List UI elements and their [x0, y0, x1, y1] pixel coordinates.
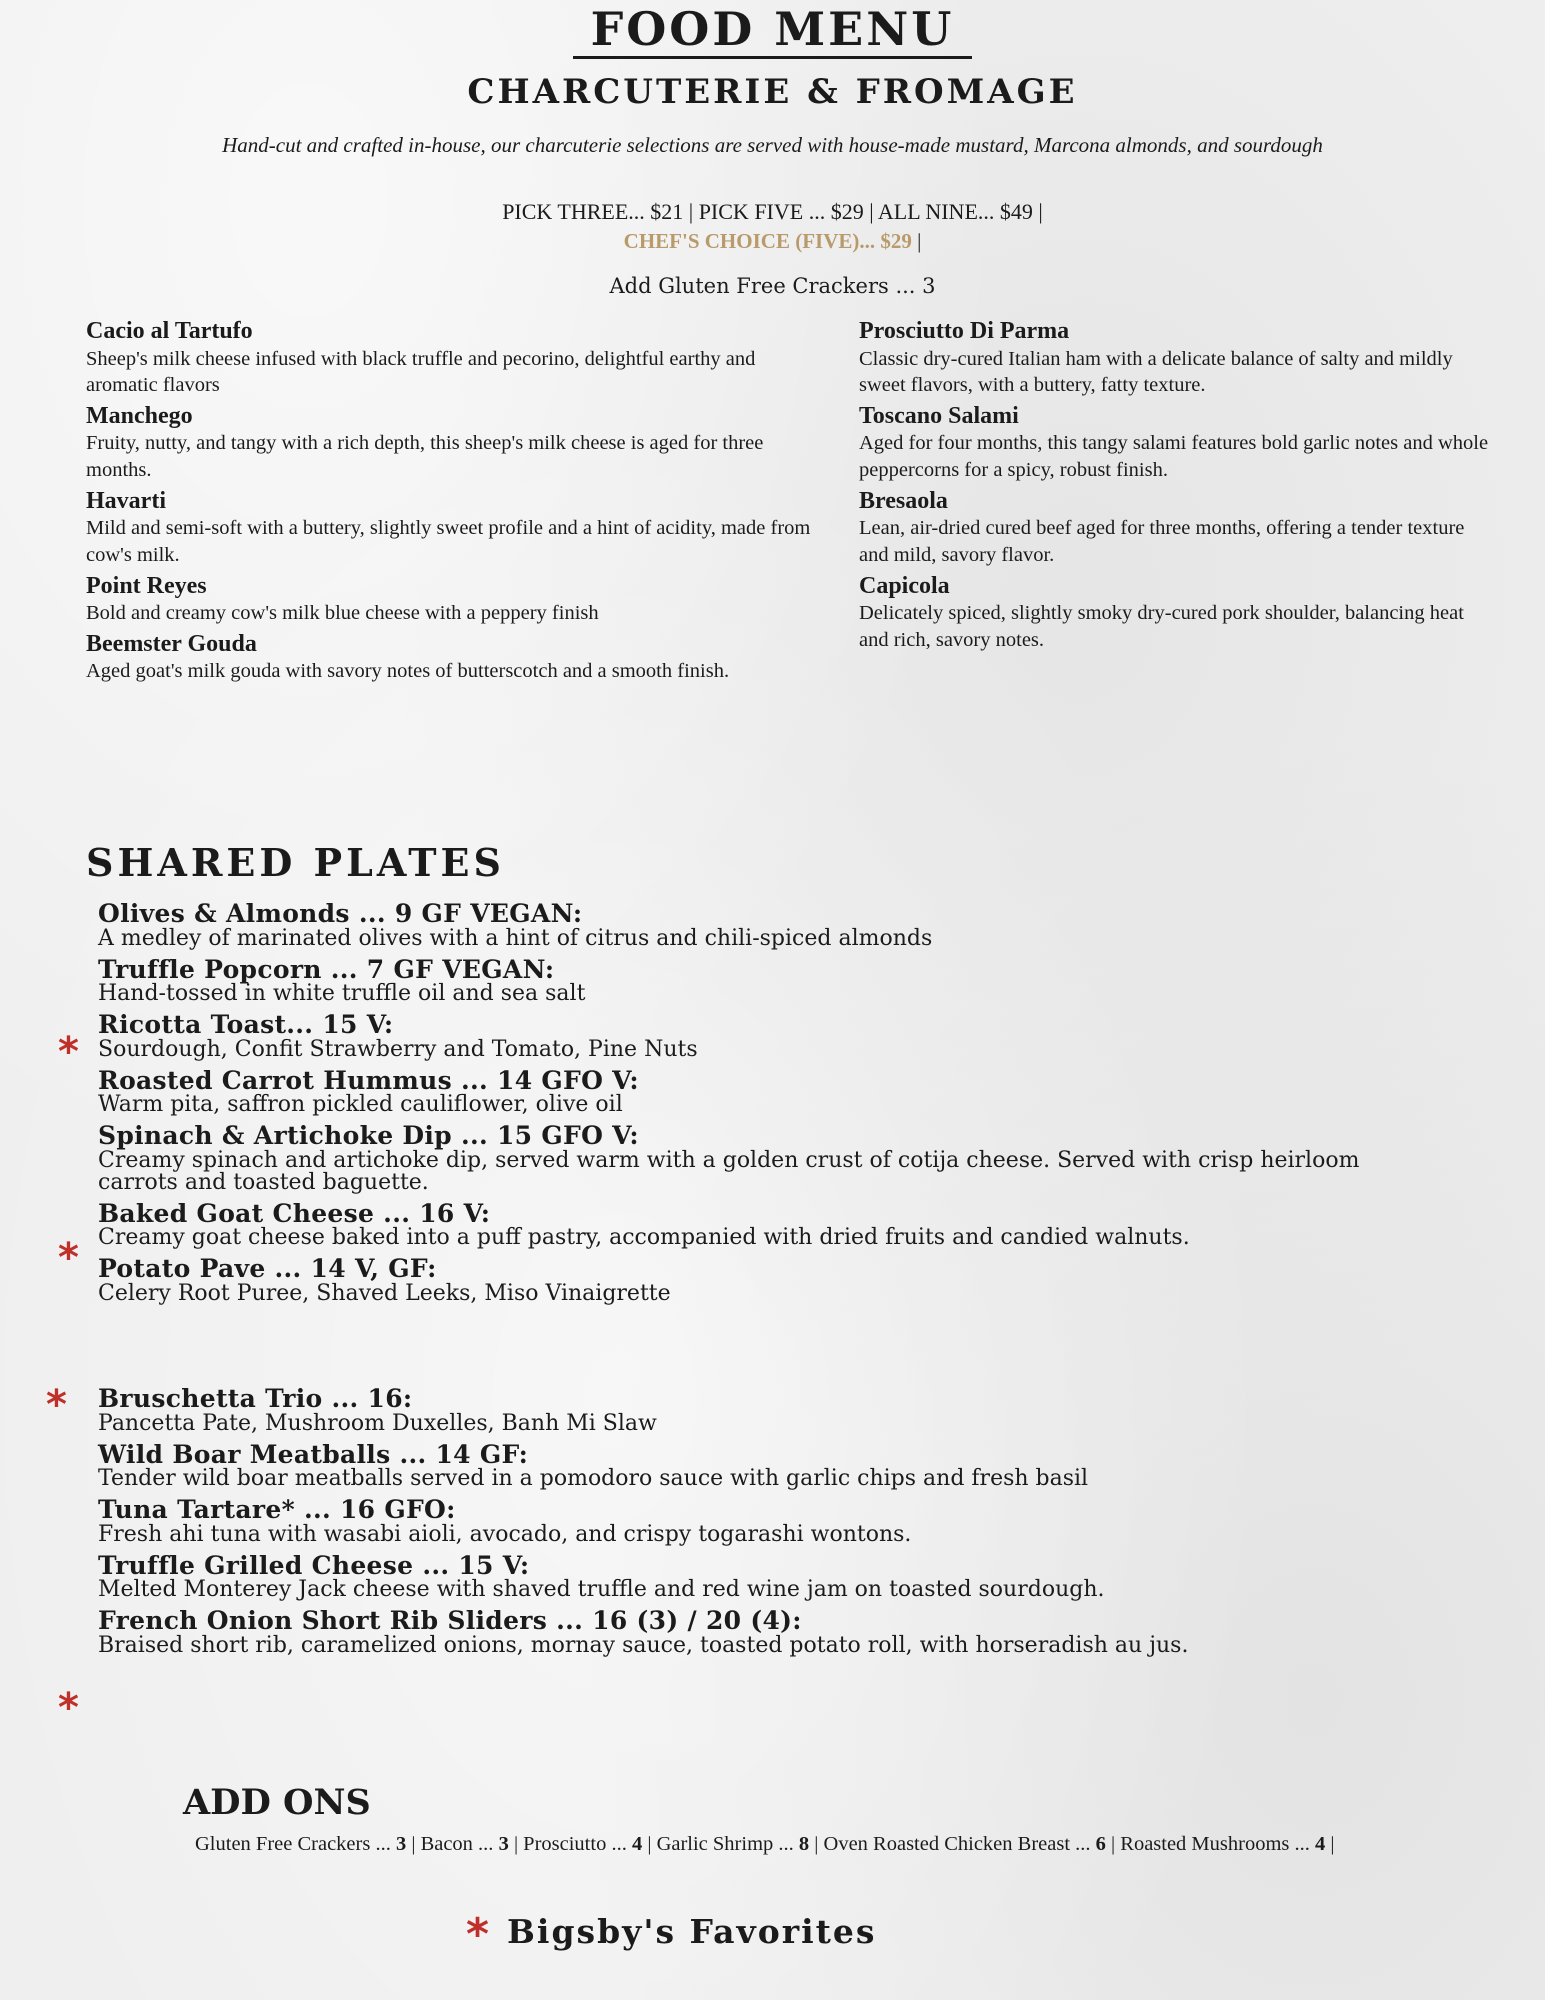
gluten-free-note: Add Gluten Free Crackers ... 3 — [609, 274, 936, 298]
addon-label: Prosciutto ... — [523, 1833, 632, 1855]
favorite-star-icon: * — [466, 1909, 492, 1960]
addon-label: Bacon ... — [420, 1833, 499, 1855]
menu-item-name: Toscano Salami — [859, 402, 1019, 429]
addon-label: Oven Roasted Chicken Breast ... — [823, 1833, 1096, 1855]
menu-item-description: Pancetta Pate, Mushroom Duxelles, Banh Mi Slaw — [98, 1410, 657, 1436]
charcuterie-left-column — [86, 318, 826, 689]
menu-item-name: Truffle Popcorn ... 7 GF VEGAN: — [98, 954, 555, 984]
menu-item-name: Bresaola — [859, 487, 948, 514]
menu-item — [98, 1067, 1438, 1117]
menu-item-name: Roasted Carrot Hummus ... 14 GFO V: — [98, 1065, 639, 1095]
menu-item-name: Manchego — [86, 402, 193, 429]
shared-plates-group-a — [98, 900, 1438, 1311]
menu-item-name: Truffle Grilled Cheese ... 15 V: — [98, 1550, 530, 1580]
menu-item-name: Point Reyes — [86, 572, 207, 599]
menu-item-description: Bold and creamy cow's milk blue cheese with a peppery finish — [86, 602, 599, 625]
addons-list: Gluten Free Crackers ... 3 | Bacon ... 3 | Prosciutto ... 4 | Garlic Shrimp ... 8 | Oven Roasted Chicken Breast ... 6 | Roasted Mushrooms ... 4 | — [195, 1833, 1335, 1855]
menu-item-name: Bruschetta Trio ... 16: — [98, 1384, 413, 1413]
menu-item-name: Beemster Gouda — [86, 630, 257, 657]
menu-item-description: Lean, air-dried cured beef aged for three months, offering a tender texture and mild, savory flavor. — [859, 517, 1465, 566]
menu-title: FOOD MENU — [0, 2, 1545, 57]
section-intro: Hand-cut and crafted in-house, our charcuterie selections are served with house-made mustard, Marcona almonds, and sourdough — [222, 133, 1323, 157]
favorites-label: Bigsby's Favorites — [507, 1912, 877, 1951]
shared-plates-title: SHARED PLATES — [86, 840, 505, 885]
addon-item — [1120, 1833, 1325, 1855]
menu-item — [98, 900, 1438, 950]
addons-title: ADD ONS — [183, 1782, 371, 1823]
menu-item-description: Braised short rib, caramelized onions, mornay sauce, toasted potato roll, with horseradish au jus. — [98, 1632, 1189, 1658]
menu-item — [86, 403, 826, 484]
menu-item-name: Baked Goat Cheese ... 16 V: — [98, 1198, 491, 1228]
menu-item — [86, 318, 826, 399]
addon-price: 4 — [1315, 1833, 1326, 1855]
menu-item — [86, 631, 826, 685]
addon-price: 3 — [498, 1833, 509, 1855]
menu-item-description: Melted Monterey Jack cheese with shaved truffle and red wine jam on toasted sourdough. — [98, 1577, 1105, 1602]
addon-price: 3 — [395, 1833, 407, 1855]
addon-label: Roasted Mushrooms ... — [1120, 1833, 1316, 1855]
menu-item — [859, 573, 1489, 654]
menu-item — [98, 1200, 1438, 1250]
menu-item-name: Wild Boar Meatballs ... 14 GF: — [98, 1439, 529, 1469]
menu-item-description: Sourdough, Confit Strawberry and Tomato, Pine Nuts — [98, 1036, 698, 1062]
addon-price: 4 — [631, 1833, 643, 1855]
menu-item-name: Spinach & Artichoke Dip ... 15 GFO V: — [98, 1121, 639, 1150]
favorite-star-icon: * — [58, 1029, 79, 1075]
addon-item — [824, 1833, 1106, 1855]
menu-item-description: Sheep's milk cheese infused with black truffle and pecorino, delightful earthy and aromatic flavors — [86, 347, 756, 397]
menu-item — [98, 1011, 1438, 1061]
favorite-star-icon: * — [46, 1382, 67, 1428]
menu-item-description: Mild and semi-soft with a buttery, slightly sweet profile and a hint of acidity, made from cow's milk. — [86, 517, 811, 566]
menu-item-description: Delicately spiced, slightly smoky dry-cured pork shoulder, balancing heat and rich, savory notes. — [859, 602, 1464, 651]
menu-item — [98, 1441, 1438, 1491]
menu-item — [859, 318, 1489, 399]
menu-item — [859, 488, 1489, 569]
menu-item-name: Prosciutto Di Parma — [859, 318, 1070, 344]
pricing-line: PICK THREE... $21 | PICK FIVE ... $29 | ALL NINE... $49 | — [502, 199, 1043, 224]
addon-item — [195, 1833, 406, 1855]
menu-item — [98, 1385, 1438, 1435]
menu-item-name: French Onion Short Rib Sliders ... 16 (3) / 20 (4): — [98, 1606, 802, 1635]
chef-choice-separator: | — [917, 229, 922, 253]
favorite-star-icon: * — [58, 1235, 79, 1281]
menu-item-name: Capicola — [859, 572, 950, 599]
menu-item-description: Aged goat's milk gouda with savory notes of butterscotch and a smooth finish. — [86, 660, 730, 683]
menu-item-description: Aged for four months, this tangy salami features bold garlic notes and whole peppercorns for a spicy, robust finish. — [859, 432, 1489, 482]
menu-item — [98, 1255, 1438, 1305]
menu-item-name: Potato Pave ... 14 V, GF: — [98, 1254, 437, 1283]
menu-item-description: Fresh ahi tuna with wasabi aioli, avocado, and crispy togarashi wontons. — [98, 1521, 912, 1547]
addon-item — [421, 1833, 509, 1855]
favorites-legend — [466, 1909, 877, 1960]
menu-item-description: Celery Root Puree, Shaved Leeks, Miso Vinaigrette — [98, 1280, 671, 1306]
addon-item — [523, 1833, 642, 1855]
menu-item-description: Classic dry-cured Italian ham with a delicate balance of salty and mildly sweet flavors, with a buttery, fatty texture. — [859, 347, 1453, 397]
menu-item-name: Olives & Almonds ... 9 GF VEGAN: — [98, 899, 583, 928]
menu-item-name: Cacio al Tartufo — [86, 318, 253, 344]
addon-item — [657, 1833, 810, 1855]
menu-item-name: Tuna Tartare* ... 16 GFO: — [98, 1495, 456, 1524]
addon-price: 8 — [798, 1833, 810, 1855]
menu-item — [98, 1607, 1438, 1657]
menu-item-description: A medley of marinated olives with a hint of citrus and chili-spiced almonds — [98, 925, 933, 951]
charcuterie-right-column — [859, 318, 1489, 658]
menu-item — [98, 956, 1438, 1006]
menu-item — [86, 573, 826, 627]
menu-item-description: Creamy goat cheese baked into a puff pastry, accompanied with dried fruits and candied walnuts. — [98, 1225, 1190, 1250]
menu-item-description: Hand-tossed in white truffle oil and sea salt — [98, 981, 586, 1006]
menu-item-description: Tender wild boar meatballs served in a pomodoro sauce with garlic chips and fresh basil — [98, 1466, 1089, 1491]
chef-choice-line — [0, 229, 1545, 254]
menu-item — [86, 488, 826, 569]
shared-plates-group-b — [98, 1385, 1438, 1663]
menu-item — [859, 403, 1489, 484]
menu-item-description: Warm pita, saffron pickled cauliflower, olive oil — [98, 1092, 623, 1117]
addon-label: Garlic Shrimp ... — [656, 1833, 799, 1855]
menu-item-name: Havarti — [86, 487, 166, 514]
menu-item — [98, 1552, 1438, 1602]
menu-item — [98, 1122, 1438, 1194]
menu-item-name: Ricotta Toast... 15 V: — [98, 1010, 394, 1039]
addon-label: Gluten Free Crackers ... — [195, 1833, 396, 1855]
chef-choice: CHEF'S CHOICE (FIVE)... $29 — [623, 229, 912, 253]
menu-item — [98, 1496, 1438, 1546]
favorite-star-icon: * — [58, 1685, 79, 1731]
menu-item-description: Fruity, nutty, and tangy with a rich depth, this sheep's milk cheese is aged for three months. — [86, 432, 764, 482]
section-title: CHARCUTERIE & FROMAGE — [467, 72, 1078, 112]
addon-price: 6 — [1095, 1833, 1106, 1855]
menu-item-description: Creamy spinach and artichoke dip, served warm with a golden crust of cotija cheese. Served with crisp heirloom carrots and toasted baguette. — [98, 1147, 1360, 1195]
